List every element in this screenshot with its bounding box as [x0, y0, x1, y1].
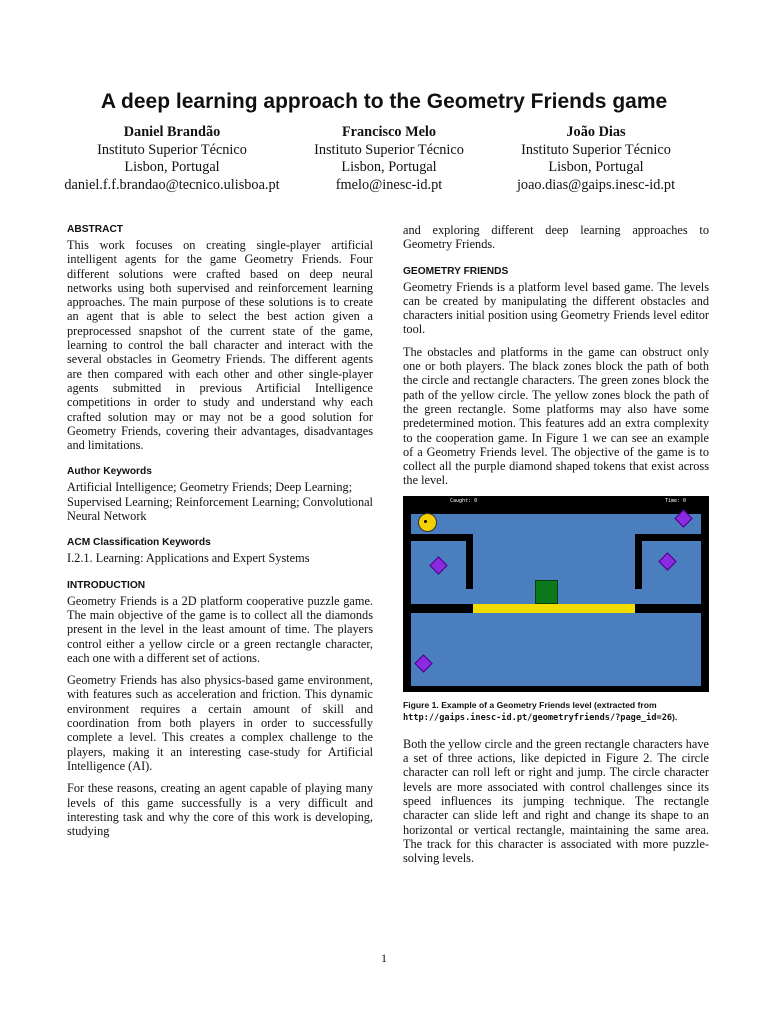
abstract-heading: ABSTRACT	[67, 224, 124, 235]
author-name: João Dias	[566, 124, 626, 140]
introduction-paragraph-2: Geometry Friends has also physics-based game environment, with features such as acceleration and friction. This dynamic environment requires a certain amount of skill and coordination from both players in order to successfully complete a level. This creates a complex challenge to the players, making it an interesting case-study for Artificial Intelligence (AI).	[67, 673, 373, 773]
left-column	[67, 223, 373, 838]
right-ledge-post	[635, 534, 642, 589]
figure-1-game-level	[403, 496, 709, 692]
author-email: joao.dias@gaips.inesc-id.pt	[516, 176, 676, 193]
yellow-circle-character	[418, 513, 437, 532]
circle-eye	[424, 520, 427, 523]
author-keywords-heading: Author Keywords	[67, 466, 152, 478]
introduction-heading: INTRODUCTION	[67, 579, 146, 591]
green-rectangle-character	[535, 580, 558, 604]
author-location: Lisbon, Portugal	[124, 159, 220, 175]
caption-text: Figure 1. Example of a Geometry Friends level (extracted from	[403, 699, 657, 710]
geometry-friends-paragraph-1: Geometry Friends is a platform level based game. The levels can be created by manipulating the different obstacles and characters initial position using Geometry Friends level editor tool.	[403, 279, 709, 337]
author-block-3	[476, 124, 716, 194]
right-ledge	[635, 534, 701, 541]
right-column	[403, 223, 709, 865]
geometry-friends-heading: GEOMETRY FRIENDS	[403, 265, 509, 277]
author-email: daniel.f.f.brandao@tecnico.ulisboa.pt	[64, 176, 280, 193]
paper-title: A deep learning approach to the Geometry Friends game	[100, 90, 668, 113]
left-ledge-post	[466, 534, 473, 589]
introduction-paragraph-3-continued: and exploring different deep learning approaches to Geometry Friends.	[403, 223, 709, 252]
author-location: Lisbon, Portugal	[548, 159, 644, 175]
page-number: 1	[381, 951, 387, 965]
geometry-friends-paragraph-2: The obstacles and platforms in the game can obstruct only one or both players. The black zones block the path of both the circle and rectangle characters. The green zones block the path of the yellow circle. The yellow zones block the path of the green rectangle. Some platforms may also have some predetermined motion. This features add an extra complexity to the cooperation game. In Figure 1 we can see an example of a Geometry Friends level. The objective of the game is to collect all the purple diamond shaped tokens that exist across the level.	[403, 344, 709, 488]
author-keywords-text: Artificial Intelligence; Geometry Friends; Deep Learning; Supervised Learning; Reinforcement Learning; Convolutional Neural Network	[67, 480, 373, 524]
introduction-paragraph-3: For these reasons, creating an agent capable of playing many levels of this game successfully is a very difficult and interesting task and why the core of this work is developing, studying	[67, 781, 373, 839]
author-block-2	[269, 124, 509, 194]
caption-url[interactable]: http://gaips.inesc-id.pt/geometryfriends/?page_id=26	[403, 712, 673, 723]
acm-heading: ACM Classification Keywords	[67, 537, 211, 549]
caption-end: ).	[672, 711, 678, 722]
top-wall	[411, 506, 701, 514]
author-email: fmelo@inesc-id.pt	[335, 176, 443, 193]
abstract-text: This work focuses on creating single-player artificial intelligent agents for the game Geometry Friends. Four different solutions were crafted based on deep neural networks using both supervised and reinforcement learning approaches. The main purpose of these solutions is to create an agent that is able to select the best action given a preprocessed snapshot of the current state of the game, learning to control the ball character and interact with the several obstacles in Geometry Friends. The different agents are then compared with each other and other single-player agents submitted in previous Artificial Intelligence competitions in order to study and understand why each crafted solution may or may not be a good solution for Geometry Friends, covering their advantages, disadvantages and limitations.	[67, 238, 373, 453]
hud-time: Time: 0	[665, 497, 687, 504]
introduction-paragraph-1: Geometry Friends is a 2D platform cooperative puzzle game. The main objective of the game is to collect all the diamonds present in the level in the least amount of time. The players control either a yellow circle or a green rectangle character, each one with a different set of actions.	[67, 593, 373, 665]
author-affiliation: Instituto Superior Técnico	[521, 141, 671, 158]
author-name: Daniel Brandão	[123, 124, 221, 140]
author-affiliation: Instituto Superior Técnico	[97, 141, 247, 158]
author-affiliation: Instituto Superior Técnico	[314, 141, 464, 158]
author-name: Francisco Melo	[341, 124, 437, 140]
figure-1-caption	[403, 699, 709, 724]
author-block-1	[52, 124, 292, 194]
author-location: Lisbon, Portugal	[341, 159, 437, 175]
yellow-platform	[473, 604, 635, 613]
hud-caught: Caught: 0	[450, 497, 478, 504]
characters-paragraph: Both the yellow circle and the green rectangle characters have a set of three actions, like depicted in Figure 2. The circle character can roll left or right and jump. The circle character levels are more associated with control challenges since its speed influences its jumping technique. The rectangle character can slide left and right and change its shape to an horizontal or vertical rectangle, maintaining the same area. The track for this character is associated with more puzzle-solving levels.	[403, 736, 709, 866]
left-ledge	[411, 534, 473, 541]
acm-text: I.2.1. Learning: Applications and Expert Systems	[67, 551, 310, 566]
